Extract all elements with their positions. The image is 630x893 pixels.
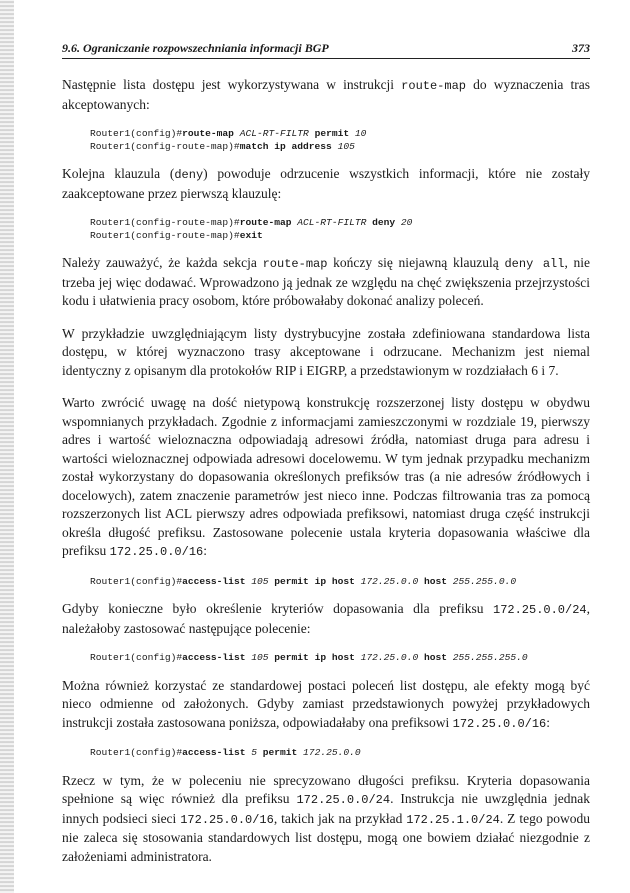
- inline-code: deny all: [504, 257, 565, 271]
- argument: 255.255.0.0: [447, 575, 517, 587]
- text: Kolejna klauzula (: [62, 166, 175, 181]
- inline-code: 172.25.0.0/16: [109, 545, 204, 559]
- section-title: 9.6. Ograniczanie rozpowszechniania informacji BGP: [62, 41, 329, 55]
- paragraph-2: [62, 165, 590, 203]
- code-line: [90, 128, 590, 141]
- text: :: [203, 543, 208, 558]
- text: ) powoduje odrzucenie wszystkich informacji, które nie zostały zaakceptowane przez pierwszą klauzulę:: [62, 166, 590, 201]
- command: route-map: [239, 217, 292, 228]
- command: access-list: [182, 575, 246, 587]
- argument: 172.25.0.0: [297, 747, 361, 758]
- prompt: Router1(config)#: [90, 747, 183, 758]
- text: Gdyby konieczne było określenie kryteriów dopasowania dla prefiksu: [62, 601, 493, 616]
- argument: 172.25.0.0: [354, 575, 424, 587]
- keyword: permit ip host: [274, 652, 355, 663]
- keyword: host: [423, 575, 447, 587]
- text: :: [546, 714, 551, 730]
- inline-code: route-map: [262, 257, 328, 271]
- text: . Instrukcja nie uwzględnia jednak innych podsieci sieci: [62, 791, 591, 826]
- text: Rzecz w tym, że w poleceniu nie sprecyzowano długości prefiksu. Kryteria dopasowania spełnione są więc również dla prefiksu: [62, 772, 590, 806]
- text: , należałoby zastosować następujące polecenie:: [62, 601, 590, 636]
- command: access-list: [182, 747, 246, 758]
- argument: 105: [331, 140, 355, 152]
- command: exit: [239, 229, 263, 241]
- keyword: host: [423, 652, 447, 663]
- inline-code: 172.25.0.0/24: [493, 603, 587, 617]
- argument: 20: [395, 217, 413, 228]
- code-line: [90, 141, 590, 154]
- text: Następnie lista dostępu jest wykorzystywana w instrukcji: [62, 77, 402, 92]
- page-number: 373: [572, 41, 590, 55]
- inline-code: deny: [174, 168, 204, 182]
- paragraph-7: [62, 677, 590, 734]
- code-line: [90, 652, 590, 665]
- text: Należy zauważyć, że każda sekcja: [62, 255, 263, 270]
- command: match ip address: [239, 140, 332, 152]
- code-line: [90, 576, 590, 589]
- code-block-5: [90, 747, 590, 760]
- code-block-2: [90, 217, 590, 242]
- paragraph-4: W przykładzie uwzględniającym listy dystrybucyjne została zdefiniowana standardowa lista dostępu, w której wyznaczono trasy akceptowane i odrzucane. Mechanizm jest niemal identyczny z opisanym dla protokołów RIP i EIGRP, a przedstawionym w rozdziałach 6 i 7.: [62, 325, 590, 378]
- paragraph-3: [62, 254, 590, 311]
- keyword: permit: [314, 128, 350, 139]
- inline-code: 172.25.0.0/16: [180, 812, 274, 827]
- paragraph-8: [62, 772, 590, 867]
- prompt: Router1(config-route-map)#: [90, 140, 240, 152]
- argument: 10: [349, 128, 367, 139]
- prompt: Router1(config)#: [90, 652, 183, 663]
- paragraph-1: [62, 76, 590, 114]
- argument: 105: [245, 652, 275, 663]
- text: kończy się niejawną klauzulą: [327, 255, 505, 270]
- inline-code: 172.25.1.0/24: [406, 812, 500, 827]
- argument: 255.255.255.0: [447, 652, 528, 663]
- inline-code: 172.25.0.0/16: [452, 716, 547, 731]
- prompt: Router1(config-route-map)#: [90, 229, 240, 241]
- command: access-list: [182, 652, 246, 663]
- inline-code: 172.25.0.0/24: [296, 793, 391, 807]
- code-line: [90, 747, 590, 760]
- text: , takich jak na przykład: [273, 810, 407, 826]
- code-block-4: [90, 652, 590, 665]
- inline-code: route-map: [401, 79, 466, 93]
- text: Warto zwrócić uwagę na dość nietypową konstrukcję rozszerzonej listy dostępu w obydwu wspomnianych przykładach. Zgodnie z informacjami zamieszczonymi w rozdziale 19, pierwszy adres i wartość wieloznaczna odpowiadają adresowi źródła, natomiast druga para adresu i wartości wieloznacznej odpowiada adresowi docelowemu. W tym jednak przypadku mechanizm został wykorzystany do dopasowania określonych prefiksów tras (a nie adresów źródłowych i docelowych), zatem znaczenie parametrów jest nieco inne. Podczas filtrowania tras za pomocą rozszerzonych list ACL pierwszy adres odpowiada prefiksowi, natomiast druga część instrukcji określa długość prefiksu. Zastosowane polecenie ustala kryteria dopasowania właściwe dla prefiksu: [62, 395, 590, 558]
- argument: 105: [245, 575, 275, 587]
- keyword: deny: [372, 217, 396, 228]
- paragraph-6: [62, 600, 590, 638]
- keyword: permit ip host: [274, 575, 355, 587]
- page-content: [62, 76, 590, 880]
- text: . Z tego powodu nie zaleca się stosowania standardowych list dostępu, mogą one bowiem działać niezgodnie z założeniami administratora.: [62, 810, 590, 864]
- text: Można również korzystać ze standardowej postaci poleceń list dostępu, ale efekty mogą być nieco odmienne od założonych. Gdyby zamiast przedstawionych powyżej przykładowych instrukcji została zastosowana poniższa, odpowiadałaby ona prefiksowi: [62, 677, 590, 730]
- prompt: Router1(config)#: [90, 575, 183, 587]
- prompt: Router1(config)#: [90, 128, 183, 139]
- code-block-1: [90, 128, 590, 153]
- command: route-map: [182, 128, 234, 139]
- argument: ACL-RT-FILTR: [233, 128, 315, 139]
- argument: ACL-RT-FILTR: [291, 217, 373, 228]
- text: , nie trzeba jej więc dodawać. Wprowadzono ją jednak ze względu na chęć zwiększenia przejrzystości kodu i ułatwienia pracy osobom, które próbowałaby dokonać analizy poleceń.: [62, 255, 591, 308]
- argument: 5: [245, 747, 263, 758]
- running-header: [62, 40, 590, 59]
- keyword: permit: [262, 747, 298, 758]
- page-binding-edge: [0, 0, 14, 893]
- code-line: [90, 217, 590, 230]
- argument: 172.25.0.0: [354, 652, 424, 663]
- code-line: [90, 230, 590, 243]
- prompt: Router1(config-route-map)#: [90, 217, 240, 228]
- book-page: [62, 40, 591, 864]
- text: do wyznaczenia tras akceptowanych:: [62, 77, 590, 112]
- paragraph-5: [62, 394, 590, 562]
- code-block-3: [90, 576, 590, 589]
